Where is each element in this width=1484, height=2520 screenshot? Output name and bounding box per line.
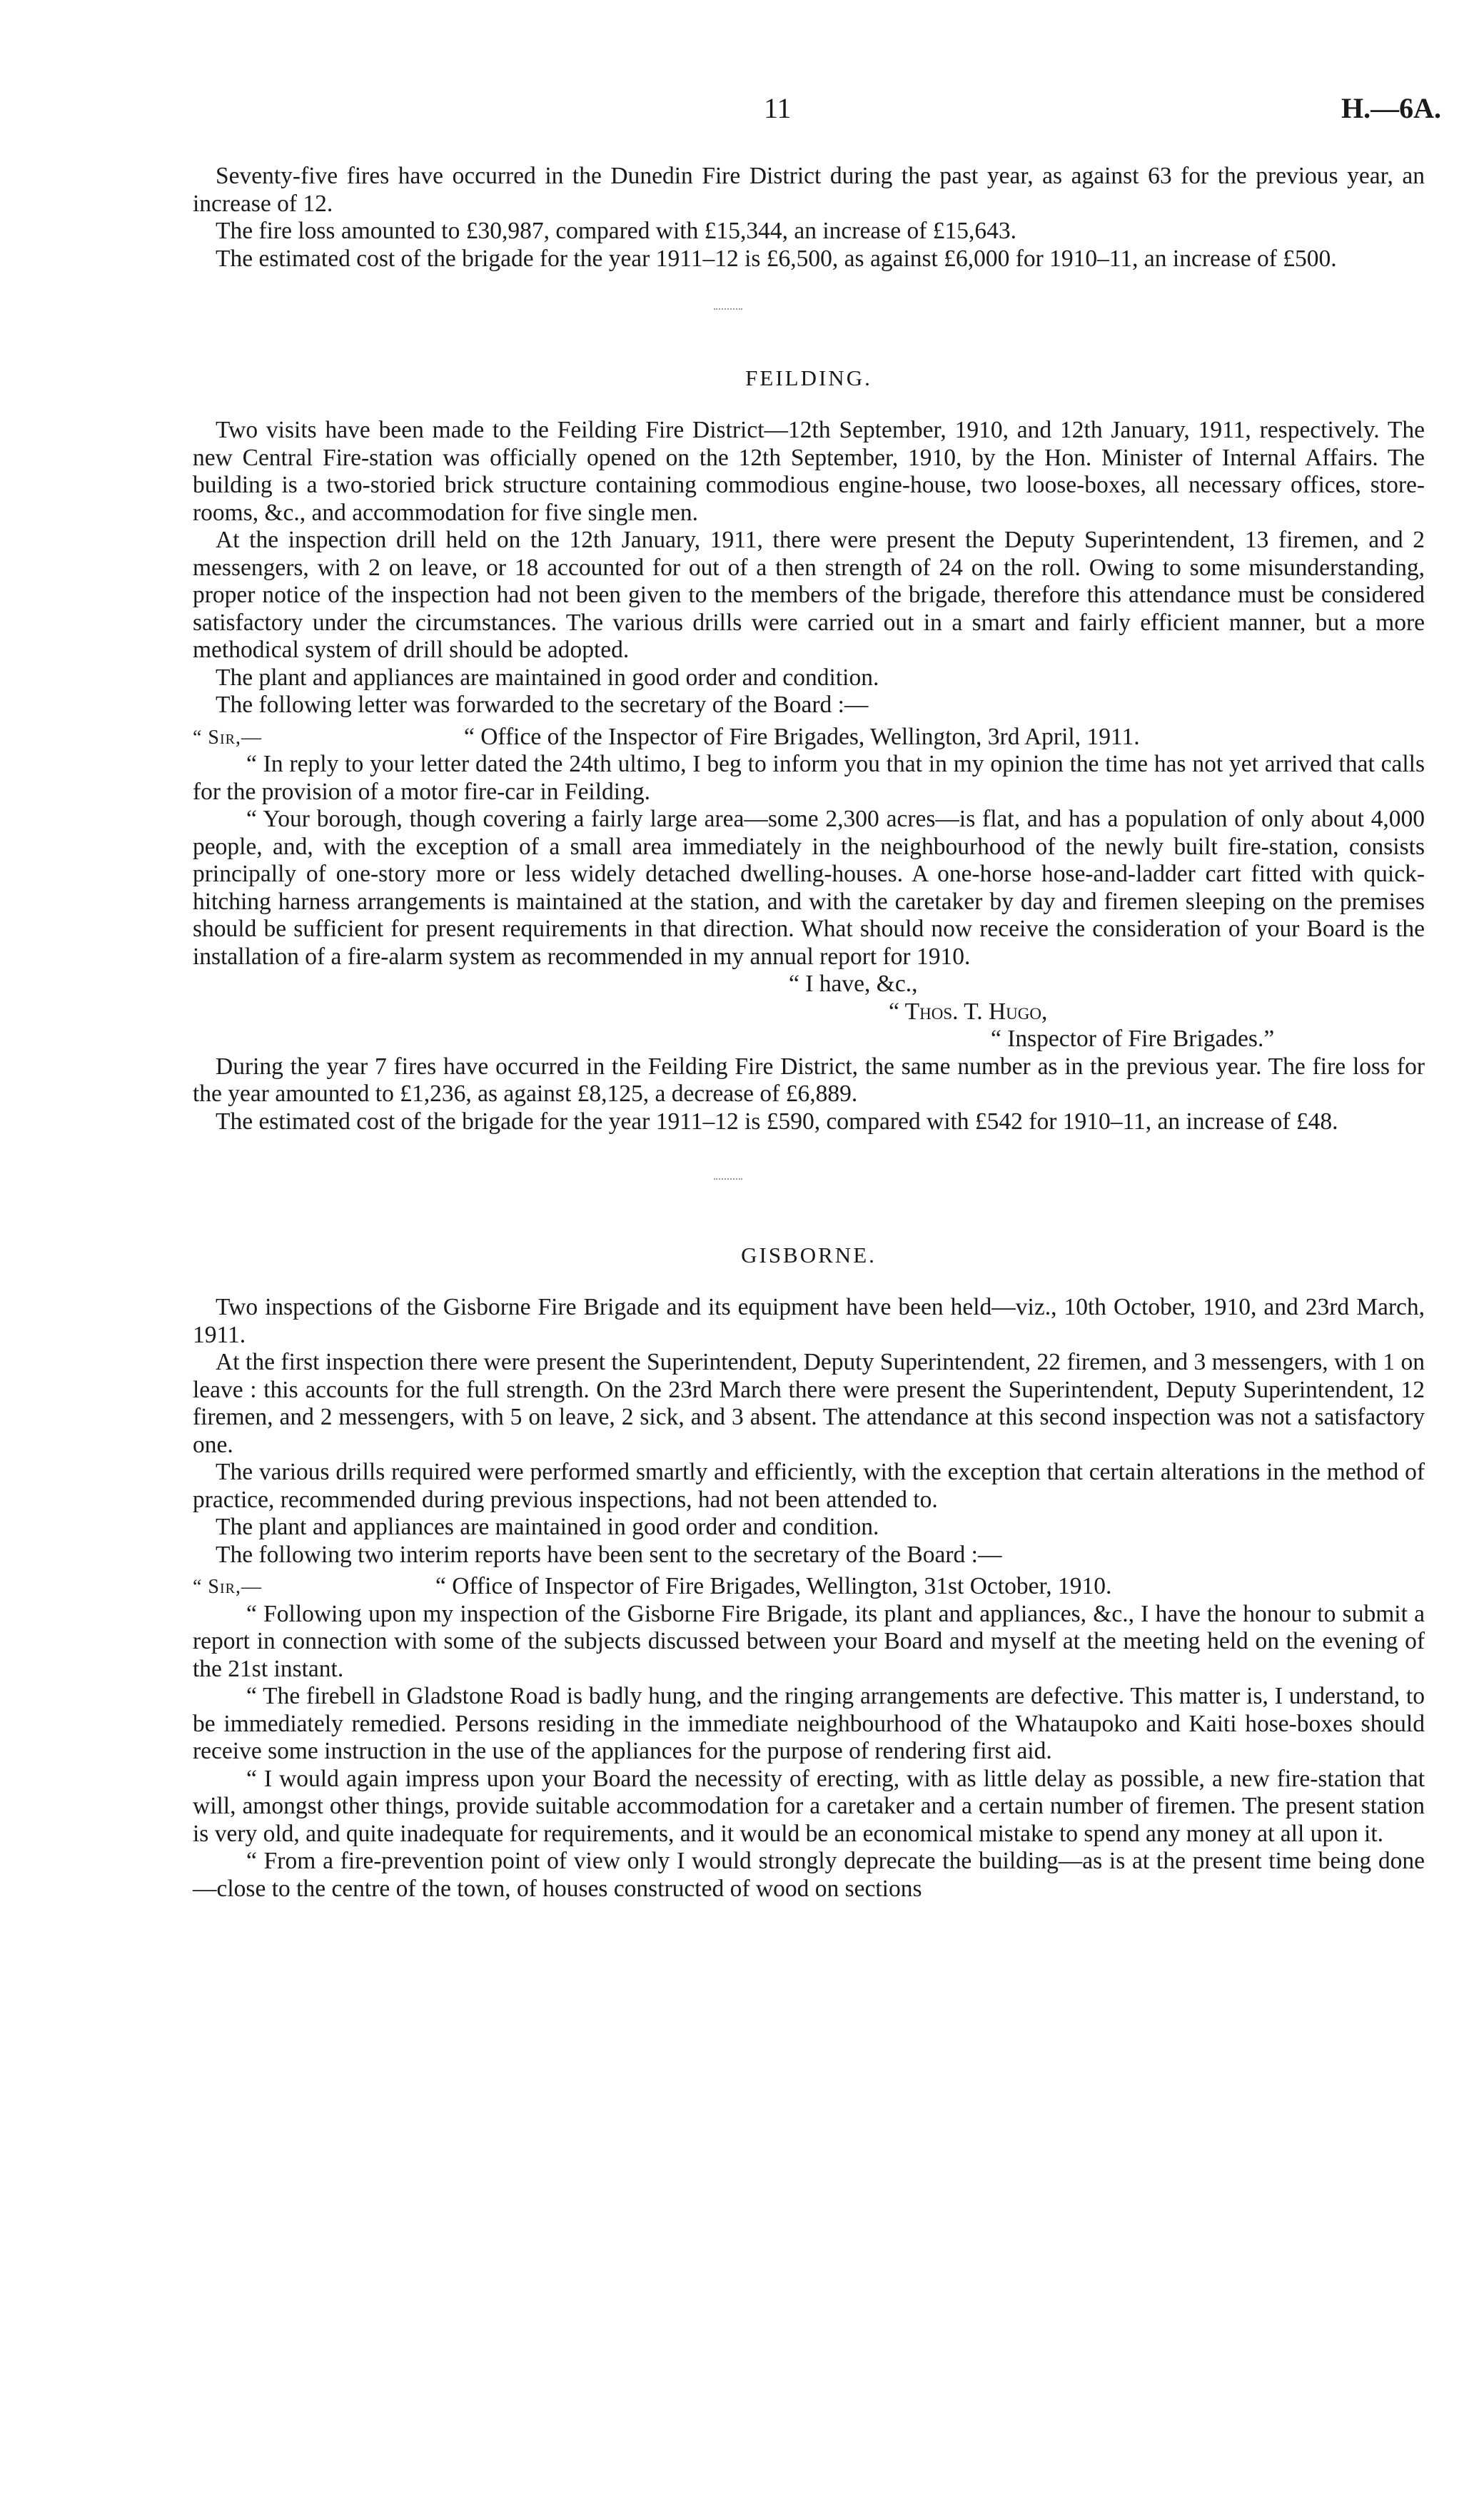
paragraph: The plant and appliances are maintained in good order and condition. <box>216 664 879 691</box>
section-divider <box>193 1135 1425 1243</box>
paragraph: The estimated cost of the brigade for the year 1911–12 is £6,500, as against £6,000 for 1910–11, an increase of £500. <box>216 245 1337 272</box>
gisborne-section <box>193 1243 1425 1903</box>
paragraph: The plant and appliances are maintained in good order and condition. <box>216 1514 879 1540</box>
letter-closing: “ I have, &c., <box>789 971 918 997</box>
feilding-section <box>193 365 1425 1135</box>
dunedin-section <box>193 163 1425 273</box>
paragraph: The following two interim reports have been sent to the secretary of the Board :— <box>216 1541 1002 1568</box>
letter-signatory-title: “ Inspector of Fire Brigades.” <box>991 1026 1275 1052</box>
paragraph: The fire loss amounted to £30,987, compared with £15,344, an increase of £15,643. <box>216 218 1016 244</box>
letter-signatory: “ Thos. T. Hugo, <box>889 998 1048 1025</box>
page-content <box>193 163 1425 1903</box>
section-divider <box>193 273 1425 365</box>
paragraph: Seventy-five fires have occurred in the Dunedin Fire District during the past year, as against 63 for the previous year, an increase of 12. <box>193 163 1425 217</box>
page-number: 11 <box>764 92 792 124</box>
letter-heading <box>193 1573 1425 1601</box>
document-code: H.—6A. <box>1341 92 1441 124</box>
letter-heading <box>193 724 1425 752</box>
letter <box>193 1573 1425 1903</box>
page-header <box>0 91 1484 134</box>
paragraph: At the first inspection there were present the Superintendent, Deputy Superintendent, 22 firemen, and 3 messengers, with 1 on leave : this accounts for the full strength. On the 23rd March there were present the Superintendent, Deputy Superintendent, 12 firemen, and 2 messengers, with 5 on leave, 2 sick, and 3 absent. The attendance at this second inspection was not a satisfactory one. <box>193 1349 1425 1458</box>
letter-salutation: “ Sir,— <box>193 1576 262 1598</box>
paragraph: The estimated cost of the brigade for the year 1911–12 is £590, compared with £542 for 1910–11, an increase of £48. <box>216 1108 1338 1135</box>
letter-paragraph: “ Following upon my inspection of the Gisborne Fire Brigade, its plant and appliances, &c., I have the honour to submit a report in connection with some of the subjects discussed between your Board and myself at the meeting held on the evening of the 21st instant. <box>193 1600 1425 1682</box>
paragraph: During the year 7 fires have occurred in the Feilding Fire District, the same number as in the previous year. The fire loss for the year amounted to £1,236, as against £8,125, a decrease of £6,889. <box>193 1053 1425 1107</box>
section-heading: FEILDING. <box>745 365 872 390</box>
paragraph: Two visits have been made to the Feilding Fire District—12th September, 1910, and 12th January, 1911, respectively. The new Central Fire-station was officially opened on the 12th September, 1910, by the Hon. Minister of Internal Affairs. The building is a two-storied brick structure containing commodious engine-house, two loose-boxes, all necessary offices, store-rooms, &c., and accommodation for five single men. <box>193 417 1425 526</box>
letter-body <box>193 751 1425 971</box>
letter-paragraph: “ In reply to your letter dated the 24th ultimo, I beg to inform you that in my opinion the time has not yet arrived that calls for the provision of a motor fire-car in Feilding. <box>193 751 1425 805</box>
letter <box>193 724 1425 1053</box>
paragraph: The following letter was forwarded to the secretary of the Board :— <box>216 692 869 718</box>
letter-paragraph: “ The firebell in Gladstone Road is badly hung, and the ringing arrangements are defective. This matter is, I understand, to be immediately remedied. Persons residing in the immediate neighbourhood of the Whataupoko and Kaiti hose-boxes should receive some instruction in the use of the appliances for the purpose of rendering first aid. <box>193 1683 1425 1764</box>
letter-address: “ Office of the Inspector of Fire Brigades, Wellington, 3rd April, 1911. <box>464 723 1140 750</box>
letter-body <box>193 1601 1425 1903</box>
paragraph: The various drills required were performed smartly and efficiently, with the exception that certain alterations in the method of practice, recommended during previous inspections, had not been attended to. <box>193 1459 1425 1513</box>
letter-salutation: “ Sir,— <box>193 726 262 749</box>
letter-paragraph: “ From a fire-prevention point of view only I would strongly deprecate the building—as is at the present time being done—close to the centre of the town, of houses constructed of wood on sections <box>193 1848 1425 1902</box>
letter-paragraph: “ Your borough, though covering a fairly large area—some 2,300 acres—is flat, and has a population of only about 4,000 people, and, with the exception of a small area immediately in the neighbourhood of the newly built fire-station, consists principally of one-story more or less widely detached dwelling-houses. A one-horse hose-and-ladder cart fitted with quick-hitching harness arrangements is maintained at the station, and with the caretaker by day and firemen sleeping on the premises should be sufficient for present requirements in that direction. What should now receive the consideration of your Board is the installation of a fire-alarm system as recommended in my annual report for 1910. <box>193 806 1425 970</box>
letter-paragraph: “ I would again impress upon your Board the necessity of erecting, with as little delay as possible, a new fire-station that will, amongst other things, provide suitable accommodation for a caretaker and a certain number of firemen. The present station is very old, and quite inadequate for requirements, and it would be an economical mistake to spend any money at all upon it. <box>193 1765 1425 1847</box>
paragraph: Two inspections of the Gisborne Fire Brigade and its equipment have been held—viz., 10th October, 1910, and 23rd March, 1911. <box>193 1294 1425 1348</box>
section-heading: GISBORNE. <box>741 1243 877 1267</box>
paragraph: At the inspection drill held on the 12th January, 1911, there were present the Deputy Superintendent, 13 firemen, and 2 messengers, with 2 on leave, or 18 accounted for out of a then strength of 24 on the roll. Owing to some misunderstanding, proper notice of the inspection had not been given to the members of the brigade, therefore this attendance must be considered satisfactory under the circumstances. The various drills were carried out in a smart and fairly efficient manner, but a more methodical system of drill should be adopted. <box>193 527 1425 663</box>
letter-address: “ Office of Inspector of Fire Brigades, Wellington, 31st October, 1910. <box>435 1573 1112 1599</box>
